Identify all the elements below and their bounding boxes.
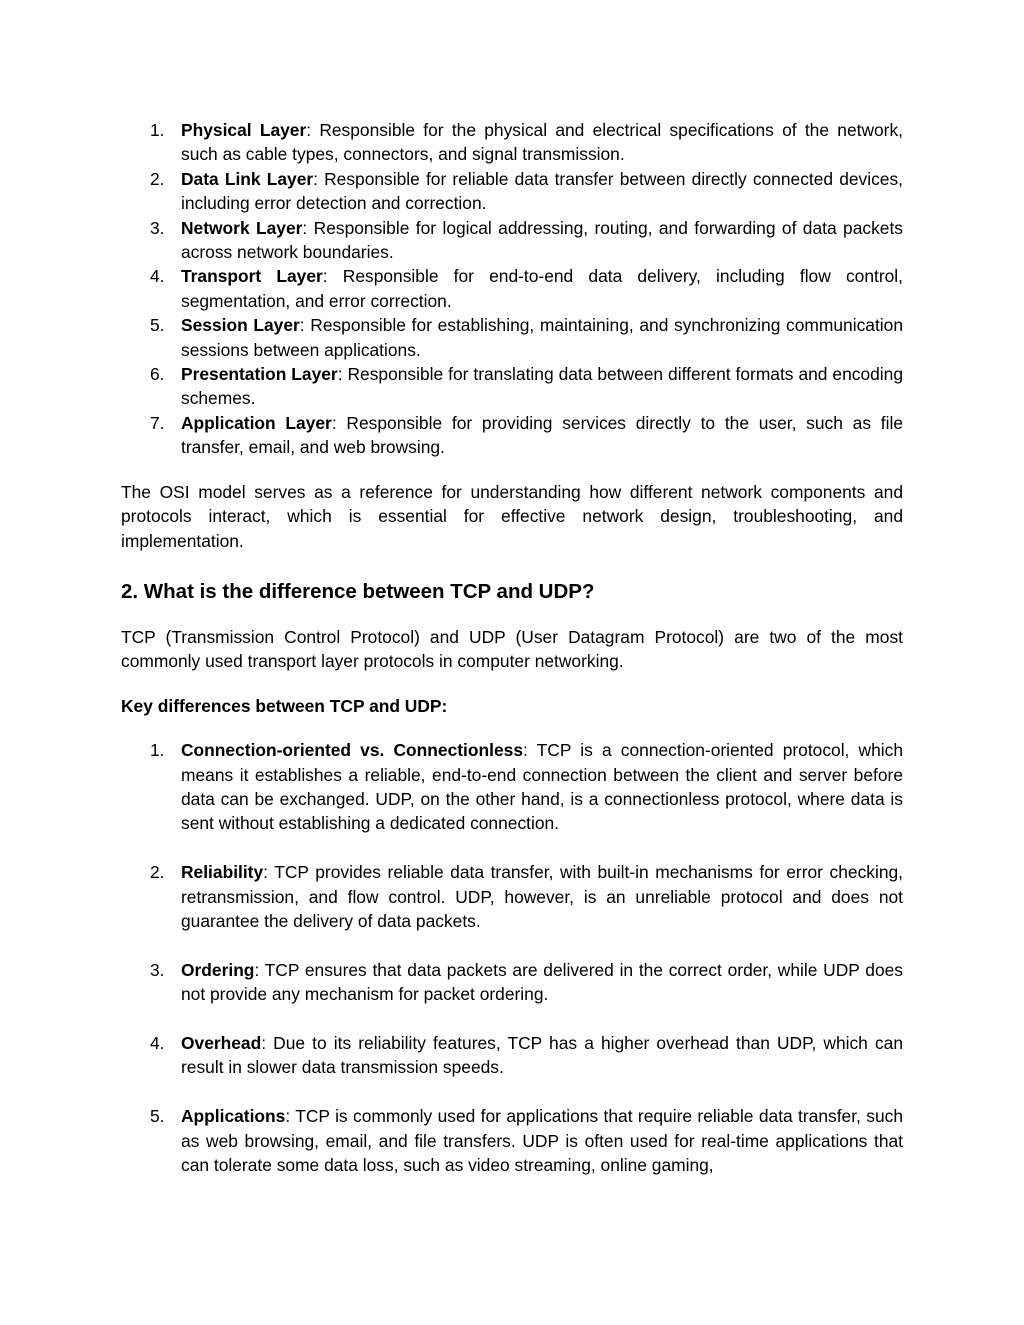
list-number: 4.: [150, 266, 165, 287]
list-item: [121, 411, 903, 460]
term: Connection-oriented vs. Connectionless: [181, 740, 523, 761]
list-item: [121, 860, 903, 933]
list-item: [121, 1104, 903, 1177]
list-number: 1.: [150, 120, 165, 140]
description: : Responsible for providing services directly to the user, such as file transfer, email, and web browsing.: [181, 412, 904, 458]
description: : Responsible for reliable data transfer between directly connected devices, including error detection and correction.: [181, 168, 904, 214]
section-heading: 2. What is the difference between TCP and UDP?: [121, 579, 595, 603]
term: Reliability: [181, 862, 264, 883]
list-item: [121, 118, 903, 167]
list-item: [121, 958, 903, 1007]
term: Applications: [181, 1106, 286, 1127]
description: : Responsible for translating data between different formats and encoding schemes.: [181, 364, 904, 409]
description: : Responsible for logical addressing, routing, and forwarding of data packets across network boundaries.: [181, 217, 903, 263]
list-item: [121, 362, 903, 411]
list-item: [121, 167, 903, 216]
term: Data Link Layer: [181, 168, 314, 189]
term: Transport Layer: [181, 266, 323, 287]
description: : Responsible for establishing, maintaining, and synchronizing communication sessions between applications.: [181, 315, 903, 360]
term: Physical Layer: [181, 120, 307, 140]
list-number: 1.: [150, 740, 165, 761]
osi-summary-paragraph: The OSI model serves as a reference for understanding how different network components and protocols interact, which is essential for effective network design, troubleshooting, and implementation.: [121, 481, 903, 551]
description: : TCP ensures that data packets are delivered in the correct order, while UDP does not provide any mechanism for packet ordering.: [181, 959, 903, 1005]
list-number: 2.: [150, 168, 165, 189]
term: Presentation Layer: [181, 364, 338, 385]
description: : Responsible for the physical and electrical specifications of the network, such as cable types, connectors, and signal transmission.: [181, 120, 903, 165]
list-number: 3.: [150, 959, 165, 980]
list-item: [121, 1031, 903, 1080]
list-number: 5.: [150, 1106, 165, 1127]
list-item: [121, 313, 903, 362]
osi-layer-list: [121, 118, 903, 460]
list-number: 7.: [150, 412, 165, 433]
list-number: 6.: [150, 364, 165, 385]
description: : Responsible for end-to-end data delivery, including flow control, segmentation, and error correction.: [181, 266, 903, 311]
differences-list: [121, 738, 903, 1177]
description: : TCP is a connection-oriented protocol, which means it establishes a reliable, end-to-end connection between the client and server before data can be exchanged. UDP, on the other hand, is a connectionless protocol, where data is sent without establishing a dedicated connection.: [181, 740, 903, 834]
list-item: [121, 738, 903, 836]
list-number: 3.: [150, 217, 165, 238]
term: Ordering: [181, 959, 255, 980]
term: Application Layer: [181, 412, 332, 433]
key-differences-heading: Key differences between TCP and UDP:: [121, 695, 448, 716]
description: : TCP is commonly used for applications that require reliable data transfer, such as web browsing, email, and file transfers. UDP is often used for real-time applications that can tolerate some data loss, such as video streaming, online gaming,: [181, 1106, 903, 1175]
list-number: 2.: [150, 862, 165, 883]
list-item: [121, 216, 903, 265]
description: : Due to its reliability features, TCP has a higher overhead than UDP, which can result in slower data transmission speeds.: [181, 1032, 903, 1078]
list-item: [121, 264, 903, 313]
description: : TCP provides reliable data transfer, with built-in mechanisms for error checking, retransmission, and flow control. UDP, however, is an unreliable protocol and does not guarantee the delivery of data packets.: [181, 862, 903, 931]
list-number: 5.: [150, 315, 165, 336]
term: Session Layer: [181, 315, 300, 336]
term: Network Layer: [181, 217, 303, 238]
list-number: 4.: [150, 1032, 165, 1053]
document-page: [121, 118, 903, 1177]
tcp-udp-intro-paragraph: TCP (Transmission Control Protocol) and UDP (User Datagram Protocol) are two of the most commonly used transport layer protocols in computer networking.: [121, 626, 903, 672]
term: Overhead: [181, 1032, 262, 1053]
